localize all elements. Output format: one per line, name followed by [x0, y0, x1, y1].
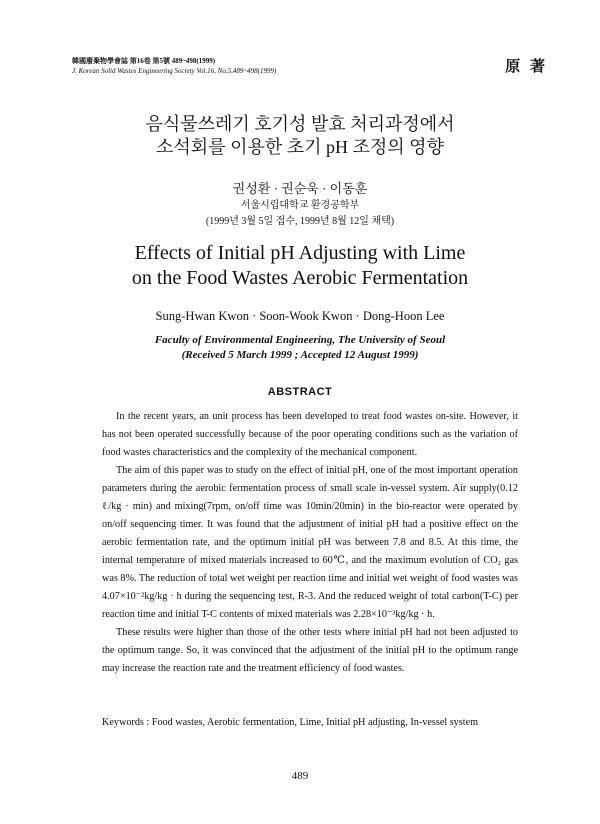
keywords: Keywords : Food wastes, Aerobic fermentation, Lime, Initial pH adjusting, In-vessel system	[102, 717, 479, 728]
english-title-line1: Effects of Initial pH Adjusting with Lime	[134, 242, 466, 264]
journal-name-ko: 韓國廢棄物學會誌 第16卷 第5號 489~498(1999)	[72, 57, 216, 65]
abstract-paragraph-2: The aim of this paper was to study on the effect of initial pH, one of the most important operation parameters during the aerobic fermentation process of small scale in-vessel system. Air supply(0.12 ℓ/kg · min) and mixing(7rpm, on/off time was 10min/20min) in the bio-reactor were operated by on/off sequencing timer. It was found that the adjustment of initial pH had a positive effect on the aerobic fermentation rate, and the optimum initial pH was between 7.8 and 8.5. At this time, the internal temperature of mixed materials increased to 60℃, and the maximum evolution of CO₂ gas was 8%. The reduction of total wet weight per reaction time and initial wet weight of food wastes was 4.07×10⁻²kg/kg · h during the sequencing test, R-3. And the reduced weight of total carbon(T-C) per reaction time and initial T-C contents of mixed materials was 2.28×10⁻³kg/kg · h.	[102, 465, 518, 620]
english-title-line2: on the Food Wastes Aerobic Fermentation	[131, 267, 469, 289]
abstract-paragraph-3: These results were higher than those of the other tests where initial pH had not been adjusted to the optimum range. So, it was convinced that the adjustment of the initial pH to the optimum range may increase the reaction rate and the treatment efficiency of food wastes.	[102, 627, 518, 674]
english-affiliation-block	[0, 333, 600, 363]
english-authors: Sung-Hwan Kwon · Soon-Wook Kwon · Dong-Hoon Lee	[155, 309, 445, 323]
korean-affiliation-block	[0, 198, 600, 230]
korean-title-line1: 음식물쓰레기 호기성 발효 처리과정에서	[145, 114, 455, 134]
korean-affiliation: 서울시립대학교 환경공학부	[240, 200, 360, 211]
page-number: 489	[291, 770, 309, 782]
english-affiliation: Faculty of Environmental Engineering, The University of Seoul	[154, 334, 446, 346]
journal-name-en: J. Korean Solid Wastes Engineering Society Vol.16, No.5,489~498(1999)	[72, 67, 277, 75]
english-title	[0, 241, 600, 291]
korean-title	[0, 113, 600, 159]
abstract-paragraph-1: In the recent years, an unit process has been developed to treat food wastes on-site. However, it has not been operated successfully because of the poor operating conditions such as the variation of food wastes characteristics and the complexity of the mechanical component.	[102, 411, 518, 458]
article-type-label: 原 著	[505, 59, 548, 75]
abstract-body	[102, 408, 518, 678]
korean-dates: (1999년 3월 5일 접수, 1999년 8월 12일 채택)	[205, 216, 395, 227]
korean-authors: 권성환 · 권순욱 · 이동훈	[232, 181, 368, 196]
abstract-heading: ABSTRACT	[267, 386, 333, 398]
english-dates: (Received 5 March 1999 ; Accepted 12 August 1999)	[181, 349, 419, 361]
korean-title-line2: 소석회를 이용한 초기 pH 조정의 영향	[156, 137, 444, 157]
journal-header	[72, 56, 276, 76]
